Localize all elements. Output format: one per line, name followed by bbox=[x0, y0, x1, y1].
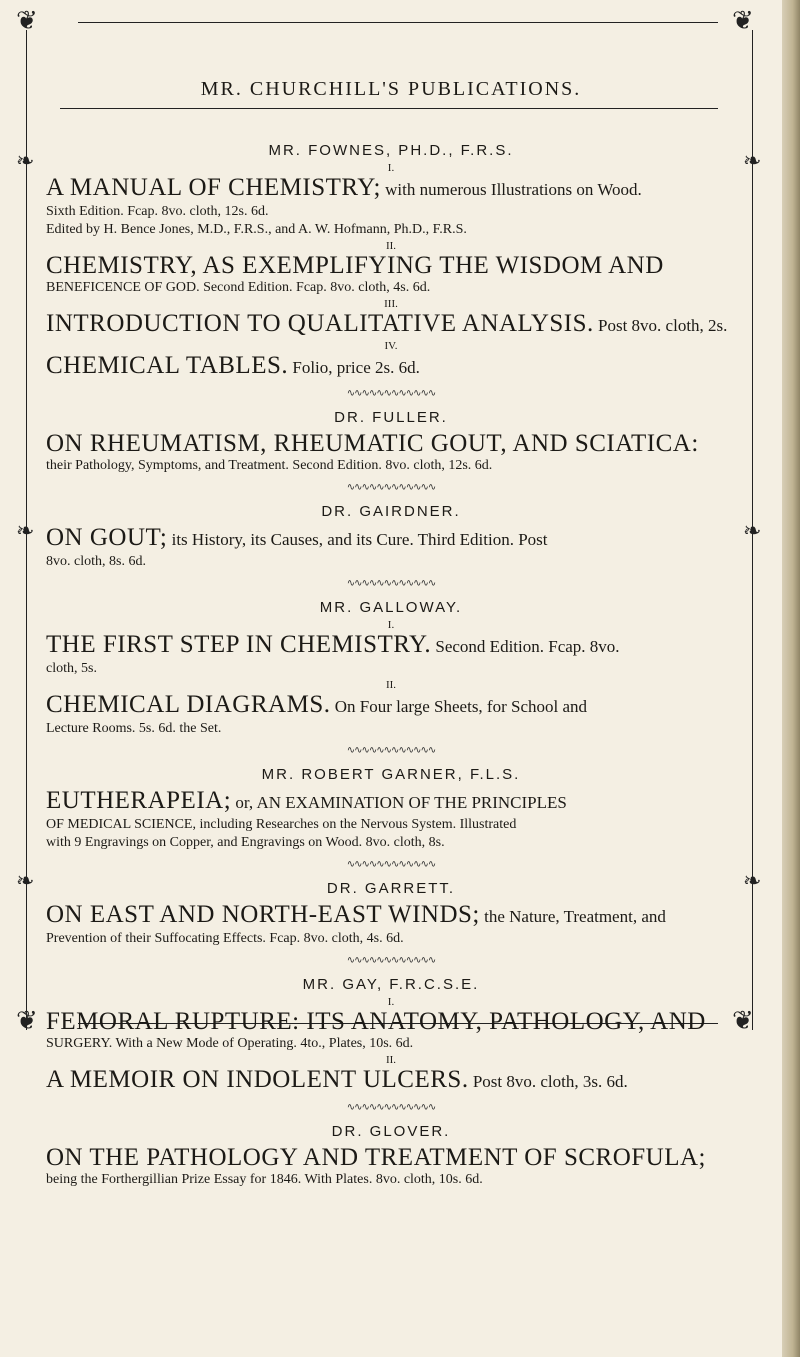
corner-ornament-icon: ❦ bbox=[16, 6, 38, 35]
entry-title-continuation: Folio, price 2s. 6d. bbox=[288, 358, 420, 377]
entry-title-line bbox=[46, 1066, 736, 1095]
corner-ornament-icon: ❦ bbox=[16, 1006, 38, 1035]
entry-title-line bbox=[46, 252, 736, 279]
entry-title-continuation: with numerous Illustrations on Wood. bbox=[380, 180, 642, 199]
publication-entry bbox=[46, 901, 736, 948]
corner-ornament-icon: ❦ bbox=[732, 6, 754, 35]
author-section bbox=[46, 1123, 736, 1189]
entry-title-line bbox=[46, 352, 736, 381]
entry-number: III. bbox=[384, 298, 398, 310]
entry-number: I. bbox=[387, 619, 395, 631]
side-ornament-icon: ❧ bbox=[743, 518, 762, 543]
entry-title: EUTHERAPEIA; bbox=[46, 787, 232, 814]
side-ornament-icon: ❧ bbox=[16, 518, 35, 543]
entry-title-continuation: or, AN EXAMINATION OF THE PRINCIPLES bbox=[231, 793, 567, 812]
entry-title-line bbox=[46, 1144, 736, 1171]
entry-description: Lecture Rooms. 5s. 6d. the Set. bbox=[46, 721, 222, 736]
entry-title-continuation: the Nature, Treatment, and bbox=[479, 907, 666, 926]
entry-title: A MEMOIR ON INDOLENT ULCERS. bbox=[46, 1066, 469, 1093]
entry-number: II. bbox=[385, 1054, 397, 1066]
publication-entry bbox=[46, 997, 736, 1053]
entry-title-line bbox=[46, 901, 736, 930]
entry-title: A MANUAL OF CHEMISTRY; bbox=[46, 174, 381, 201]
entry-title: FEMORAL RUPTURE: ITS ANATOMY, PATHOLOGY, AND bbox=[46, 1008, 706, 1035]
entry-title: CHEMICAL DIAGRAMS. bbox=[46, 691, 331, 718]
entry-title: THE FIRST STEP IN CHEMISTRY. bbox=[46, 631, 432, 658]
section-divider: ∿∿∿∿∿∿∿∿∿∿∿∿ bbox=[346, 388, 436, 399]
entry-description: Edited by H. Bence Jones, M.D., F.R.S., and A. W. Hofmann, Ph.D., F.R.S. bbox=[46, 222, 467, 237]
author-heading: DR. GAIRDNER. bbox=[321, 503, 461, 520]
entry-title: ON RHEUMATISM, RHEUMATIC GOUT, AND SCIATICA: bbox=[46, 430, 699, 457]
publication-entry bbox=[46, 299, 736, 339]
entry-title: ON EAST AND NORTH-EAST WINDS; bbox=[46, 901, 480, 928]
author-section bbox=[46, 766, 736, 870]
header-bottom-rule bbox=[60, 108, 718, 109]
entry-number: II. bbox=[385, 679, 397, 691]
publication-entry bbox=[46, 620, 736, 678]
entry-description: SURGERY. With a New Mode of Operating. 4to., Plates, 10s. 6d. bbox=[46, 1036, 414, 1051]
entry-description: BENEFICENCE OF GOD. Second Edition. Fcap. 8vo. cloth, 4s. 6d. bbox=[46, 280, 431, 295]
author-heading: DR. FULLER. bbox=[334, 409, 448, 426]
entry-description: with 9 Engravings on Copper, and Engravings on Wood. 8vo. cloth, 8s. bbox=[46, 835, 445, 850]
author-heading: MR. GALLOWAY. bbox=[319, 599, 463, 616]
author-section bbox=[46, 976, 736, 1113]
side-ornament-icon: ❧ bbox=[743, 148, 762, 173]
section-divider: ∿∿∿∿∿∿∿∿∿∿∿∿ bbox=[346, 955, 436, 966]
entry-description: OF MEDICAL SCIENCE, including Researches on the Nervous System. Illustrated bbox=[46, 817, 517, 832]
section-divider: ∿∿∿∿∿∿∿∿∿∿∿∿ bbox=[346, 578, 436, 589]
publication-entry bbox=[46, 241, 736, 297]
publication-entry bbox=[46, 524, 736, 571]
entry-description: Sixth Edition. Fcap. 8vo. cloth, 12s. 6d. bbox=[46, 204, 269, 219]
top-border-rule bbox=[78, 22, 718, 23]
entry-title-continuation: On Four large Sheets, for School and bbox=[330, 697, 588, 716]
author-section bbox=[46, 599, 736, 756]
entry-number: II. bbox=[385, 240, 397, 252]
entry-title: INTRODUCTION TO QUALITATIVE ANALYSIS. bbox=[46, 310, 594, 337]
author-section bbox=[46, 409, 736, 493]
side-ornament-icon: ❧ bbox=[16, 868, 35, 893]
entry-description: being the Forthergillian Prize Essay for 1846. With Plates. 8vo. cloth, 10s. 6d. bbox=[46, 1172, 483, 1187]
entry-description: Prevention of their Suffocating Effects. Fcap. 8vo. cloth, 4s. 6d. bbox=[46, 931, 404, 946]
entry-title-line bbox=[46, 430, 736, 457]
author-heading: DR. GARRETT. bbox=[326, 880, 456, 897]
entry-description: cloth, 5s. bbox=[46, 661, 97, 676]
entry-title-continuation: its History, its Causes, and its Cure. Third Edition. Post bbox=[167, 530, 548, 549]
publication-entry bbox=[46, 1144, 736, 1189]
side-ornament-icon: ❧ bbox=[16, 148, 35, 173]
entry-title: ON GOUT; bbox=[46, 524, 168, 551]
entry-title-line bbox=[46, 1008, 736, 1035]
entry-number: I. bbox=[387, 996, 395, 1008]
author-heading: MR. FOWNES, PH.D., F.R.S. bbox=[268, 142, 514, 159]
side-ornament-icon: ❧ bbox=[743, 868, 762, 893]
section-divider: ∿∿∿∿∿∿∿∿∿∿∿∿ bbox=[346, 745, 436, 756]
publication-entry bbox=[46, 163, 736, 239]
entry-title-line bbox=[46, 524, 736, 553]
page-edge bbox=[782, 0, 800, 1357]
entry-title: CHEMISTRY, AS EXEMPLIFYING THE WISDOM AND bbox=[46, 252, 664, 279]
author-section bbox=[46, 503, 736, 589]
entry-title-continuation: Post 8vo. cloth, 2s. bbox=[593, 316, 728, 335]
entry-title-line bbox=[46, 174, 736, 203]
section-divider: ∿∿∿∿∿∿∿∿∿∿∿∿ bbox=[346, 859, 436, 870]
entry-title: CHEMICAL TABLES. bbox=[46, 352, 289, 379]
section-divider: ∿∿∿∿∿∿∿∿∿∿∿∿ bbox=[346, 482, 436, 493]
entry-title-continuation: Post 8vo. cloth, 3s. 6d. bbox=[468, 1072, 628, 1091]
publication-entry bbox=[46, 1055, 736, 1095]
author-section bbox=[46, 142, 736, 399]
corner-ornament-icon: ❦ bbox=[732, 1006, 754, 1035]
publication-entry bbox=[46, 430, 736, 475]
author-heading: MR. ROBERT GARNER, F.L.S. bbox=[261, 766, 521, 783]
entry-description: 8vo. cloth, 8s. 6d. bbox=[46, 554, 146, 569]
publication-entry bbox=[46, 787, 736, 852]
entry-number: I. bbox=[387, 162, 395, 174]
author-section bbox=[46, 880, 736, 966]
entry-description: their Pathology, Symptoms, and Treatment. Second Edition. 8vo. cloth, 12s. 6d. bbox=[46, 458, 493, 473]
publication-entry bbox=[46, 341, 736, 381]
page-header-title: MR. CHURCHILL'S PUBLICATIONS. bbox=[200, 78, 582, 100]
entry-title-continuation: Second Edition. Fcap. 8vo. bbox=[431, 637, 620, 656]
entry-title-line bbox=[46, 787, 736, 816]
entry-title-line bbox=[46, 631, 736, 660]
entry-number: IV. bbox=[384, 340, 398, 352]
entry-title: ON THE PATHOLOGY AND TREATMENT OF SCROFULA; bbox=[46, 1144, 707, 1171]
publication-entry bbox=[46, 680, 736, 738]
catalogue-body bbox=[46, 142, 736, 1189]
author-heading: MR. GAY, F.R.C.S.E. bbox=[302, 976, 480, 993]
section-divider: ∿∿∿∿∿∿∿∿∿∿∿∿ bbox=[346, 1102, 436, 1113]
entry-title-line bbox=[46, 691, 736, 720]
author-heading: DR. GLOVER. bbox=[331, 1123, 451, 1140]
entry-title-line bbox=[46, 310, 736, 339]
